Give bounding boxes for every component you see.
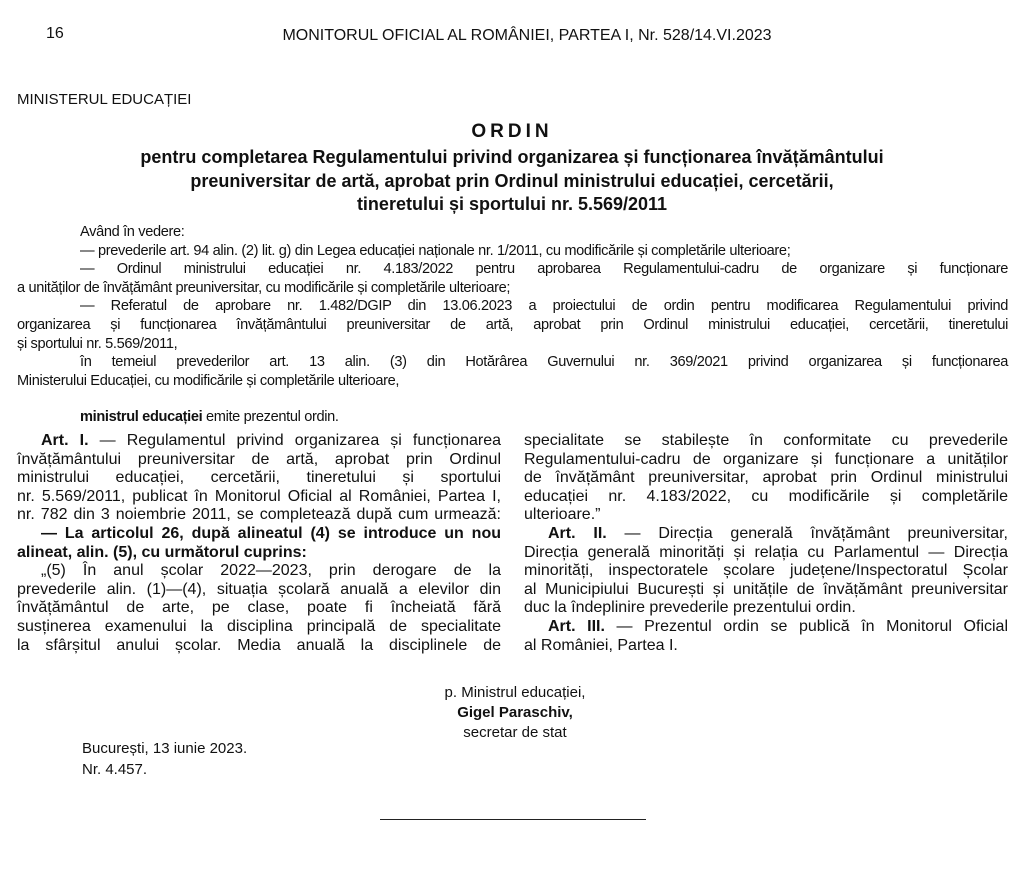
line-text: organizarea și funcționarea învățământului preuniversitar de artă, aprobat prin Ordinul ministrului educației, cercetării, tineretului	[17, 316, 1008, 333]
order-number: Nr. 4.457.	[82, 761, 148, 778]
line-text: educației nr. 4.183/2022, cu modificările și completările	[524, 487, 1008, 505]
line-text: „(5) În anul școlar 2022—2023, prin derogare de la	[41, 562, 501, 580]
signature-for: p. Ministrul educației,	[444, 684, 586, 701]
line-text: — prevederile art. 94 alin. (2) lit. g) din Legea educației naționale nr. 1/2011, cu modificările și completările ulterioare;	[80, 242, 791, 259]
date-place-block	[82, 738, 247, 780]
text-line	[524, 599, 1008, 618]
column-right	[524, 432, 1008, 655]
text-line	[524, 581, 1008, 600]
line-text: — Regulamentul privind organizarea și funcționarea	[88, 432, 501, 449]
line-text: prevederile alin. (1)—(4), situația școlară anuală a elevilor din	[17, 580, 501, 598]
text-line	[17, 469, 501, 488]
text-line	[17, 618, 501, 637]
text-line	[17, 279, 1008, 298]
text-line	[17, 637, 501, 656]
document-title	[40, 146, 984, 217]
line-text: duc la îndeplinire prevederile prezentului ordin.	[524, 599, 856, 617]
text-line	[17, 562, 501, 581]
line-text: de învățământ preuniversitar, aprobat prin Ordinul ministrului	[524, 469, 1008, 487]
text-line	[524, 469, 1008, 488]
line-text: susținerea examenului la disciplina principală de specialitate	[17, 617, 501, 635]
line-text: ministrului educației, cercetării, tineretului și sportului	[17, 469, 501, 487]
line-text: — Prezentul ordin se publică în Monitorul Oficial	[604, 617, 1009, 635]
text-line	[524, 637, 1008, 656]
text-line	[524, 432, 1008, 451]
title-line: pentru completarea Regulamentului privind organizarea și funcționarea învățământului	[140, 147, 884, 167]
line-text: a unităților de învățământ preuniversitar, cu modificările și completările ulterioare;	[17, 279, 511, 296]
running-head: MONITORUL OFICIAL AL ROMÂNIEI, PARTEA I, Nr. 528/14.VI.2023	[282, 27, 772, 44]
line-text: învățământul de arte, pe clase, poate fi încheiată fără	[17, 599, 501, 617]
text-line	[524, 544, 1008, 563]
text-line	[17, 223, 1008, 242]
text-line	[17, 372, 1008, 391]
signatory-role: secretar de stat	[463, 724, 567, 741]
line-text: învățământului preuniversitar de artă, aprobat prin Ordinul	[17, 450, 501, 468]
text-line	[17, 432, 501, 451]
text-line	[17, 353, 1008, 372]
title-line: preuniversitar de artă, aprobat prin Ordinul ministrului educației, cercetării,	[190, 170, 834, 191]
line-text: și sportului nr. 5.569/2011,	[17, 335, 178, 352]
text-line	[17, 451, 501, 470]
signature-block	[0, 683, 1024, 743]
date-place: București, 13 iunie 2023.	[82, 740, 248, 757]
page-number: 16	[46, 25, 64, 42]
line-text: Având în vedere:	[80, 224, 185, 240]
line-text: emite prezentul ordin.	[202, 409, 339, 426]
text-line	[524, 525, 1008, 544]
line-text: minorități, inspectoratele școlare județene/Inspectoratul Școlar	[524, 562, 1008, 580]
line-text: al României, Partea I.	[524, 636, 678, 654]
line-text: Ministerului Educației, cu modificările și completările ulterioare,	[17, 372, 400, 389]
text-line	[524, 451, 1008, 470]
text-line	[17, 408, 1008, 427]
line-text: nr. 782 din 3 noiembrie 2011, se completează după cum urmează:	[17, 506, 501, 524]
text-line	[17, 581, 501, 600]
title-line: tineretului și sportului nr. 5.569/2011	[356, 194, 668, 214]
text-line	[17, 335, 1008, 354]
text-line	[524, 488, 1008, 507]
bold-text: alineat, alin. (5), cu următorul cuprins:	[17, 543, 307, 561]
text-line	[17, 506, 501, 525]
text-line	[17, 316, 1008, 335]
line-text: — Ordinul ministrului educației nr. 4.183/2022 pentru aprobarea Regulamentului-cadru de organizare și funcționare	[80, 261, 1008, 278]
line-text: ulterioare.”	[524, 506, 601, 524]
line-text: Regulamentului-cadru de organizare și funcționare a unităților	[524, 450, 1008, 468]
text-line	[17, 525, 501, 544]
line-text: — Referatul de aprobare nr. 1.482/DGIP din 13.06.2023 a proiectului de ordin pentru modificarea Regulamentului privind	[80, 298, 1008, 315]
line-text: Direcția generală minorități și relația cu Parlamentul — Direcția	[524, 543, 1008, 561]
column-left	[17, 432, 501, 655]
signatory-name: Gigel Paraschiv,	[457, 704, 573, 721]
text-line	[524, 618, 1008, 637]
bold-text: Art. I.	[41, 432, 89, 449]
preamble	[17, 223, 1008, 427]
text-line	[17, 599, 501, 618]
text-line	[524, 562, 1008, 581]
line-text: nr. 5.569/2011, publicat în Monitorul Oficial al României, Partea I,	[17, 487, 501, 505]
text-line	[17, 242, 1008, 261]
bold-text: Art. II.	[548, 524, 607, 542]
line-text: specialitate se stabilește în conformitate cu prevederile	[524, 432, 1008, 449]
line-text: la sfârșitul anului școlar. Media anuală la disciplinele de	[17, 636, 501, 654]
end-rule	[380, 819, 646, 820]
line-text: al Municipiului București și unitățile de învățământ preuniversitar	[524, 580, 1008, 598]
text-line	[17, 488, 501, 507]
line-text: — Direcția generală învățământ preuniversitar,	[606, 524, 1008, 542]
text-line	[17, 297, 1008, 316]
line-text: în temeiul prevederilor art. 13 alin. (3) din Hotărârea Guvernului nr. 369/2021 privind organizarea și funcționarea	[80, 354, 1008, 371]
bold-text: — La articolul 26, după alineatul (4) se introduce un nou	[41, 524, 501, 542]
text-line	[524, 506, 1008, 525]
bold-text: Art. III.	[548, 617, 605, 635]
bold-text: ministrul educației	[80, 409, 203, 426]
document-type-heading: ORDIN	[471, 121, 553, 142]
issuer: MINISTERUL EDUCAȚIEI	[17, 91, 192, 108]
text-line	[17, 544, 501, 563]
text-line	[17, 260, 1008, 279]
